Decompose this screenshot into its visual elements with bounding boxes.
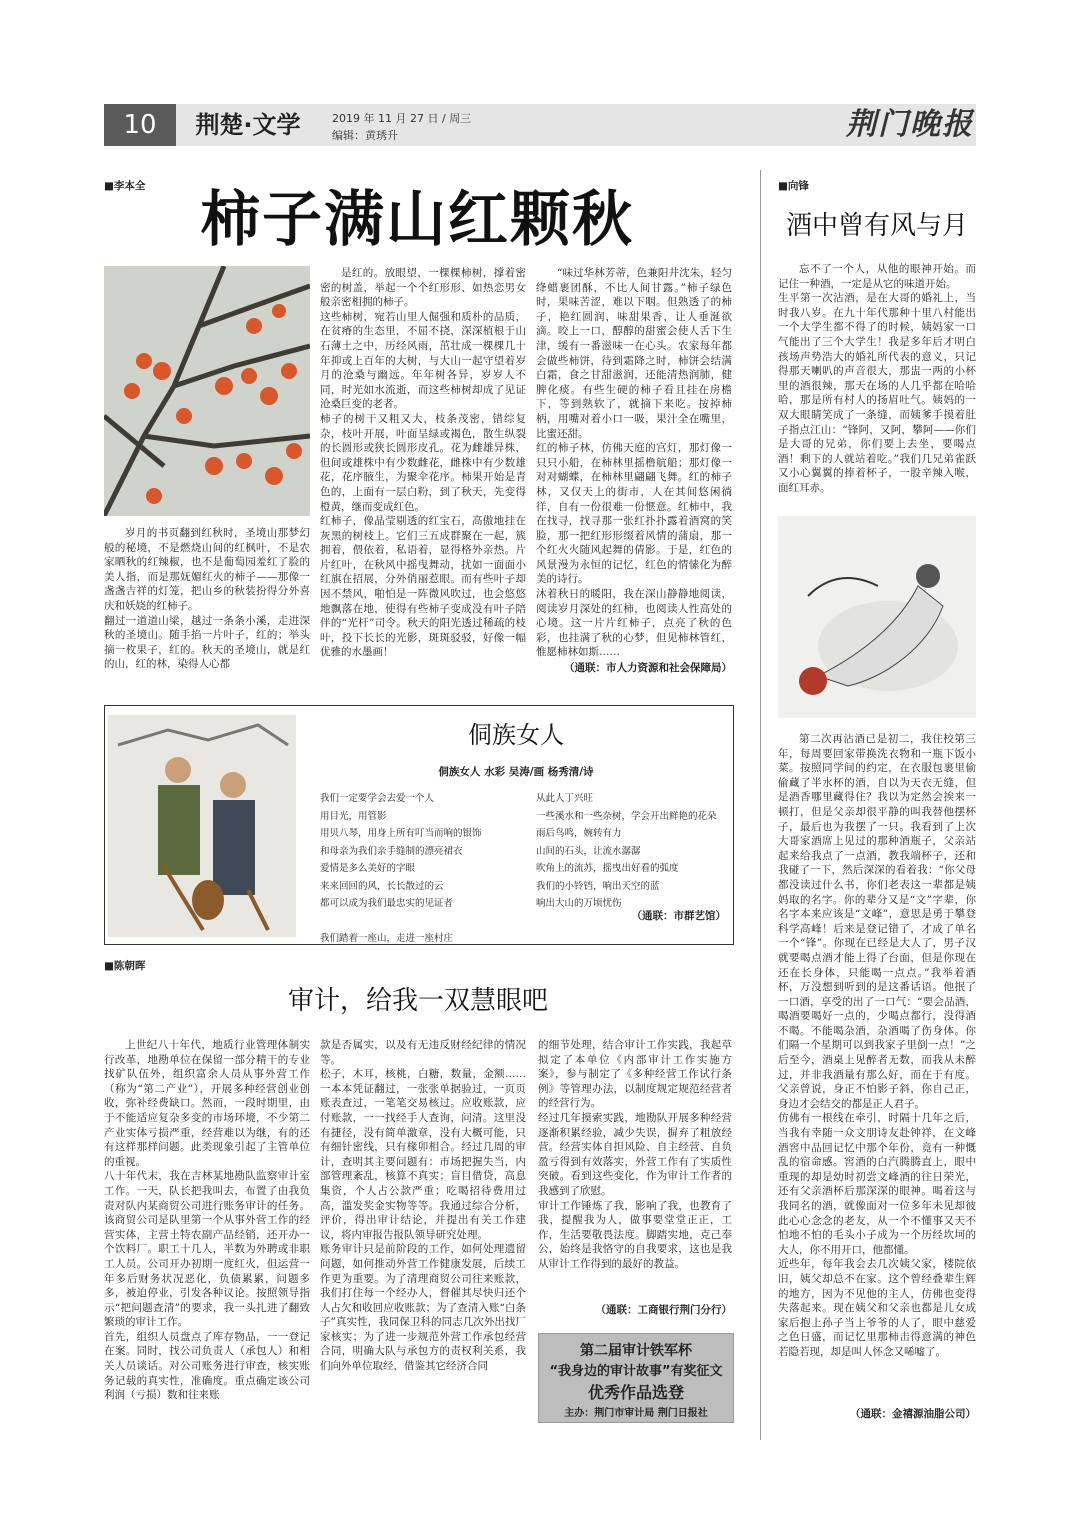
persimmon-painting: [104, 266, 310, 516]
article1-column-1: 岁月的书页翻到红秋时，圣境山那梦幻般的秘境，不是燃烧山间的红枫叶，不是农家晒秋的红辣椒，也不是葡萄园羞红了脸的美人指，而是那妩媚红火的柿子——那像一盏盏吉祥的灯笼，把山乡的秋装扮得分外喜庆和妖娆的红柿子。 翻过一道道山梁，越过一条条小溪，走进深秋的圣境山。随手掐一片叶子，红的；举头摘一枚果子，红的。秋天的圣境山，就是红的山，红的林，染得人心都: [104, 527, 310, 671]
article3-column-2: 款是否属实，以及有无违反财经纪律的情况等。 松子，木耳，核桃，白糖，数量，金额……一本本凭证翻过，一张张单据验过，一页页账表查过，一笔笔交易核过。应收账款，应付账款，一一找经手人查询，问清。这里没有捷径，没有简单激章，没有大概可能，只有细针密线，只有椽卯相合。经过几周的审计，查明其主要问题有：市场把握失当，内部管理紊乱，核算不真实；盲目借贷，高息集资，个人占公款严重；吃喝招待费用过高，滥发奖金实物等等。我通过综合分析，评价，得出审计结论，并提出有关工作建议，将内审报告报队领导研究处理。 账务审计只是前阶段的工作，如何处理遗留问题，如何推动外营工作健康发展，后续工作更为重要。为了清理商贸公司往来账款，我们打住每一个经办人，督催其尽快归还个人占欠和收回应收账款；为了查清入账“白条子”真实性，我同保卫科的同志几次外出找厂家核实；为了进一步规范外营工作承包经营合同，明确大队与承包方的责权利关系，我们向外单位取经，借鉴其它经济合同: [320, 1039, 526, 1373]
article2-credit: （通联：金禧源油脂公司）: [850, 1408, 976, 1420]
article3-column-3: 的细节处理，结合审计工作实践，我起草拟定了本单位《内部审计工作实施方案》，参与制定了《多种经营工作试行条例》等管理办法，以制度规定规范经营者的经营行为。 经过几年摸索实践，地勘队开展多种经营逐渐积累经验，减少失误，摒弃了粗放经营。经营实体自担风险、自主经营、自负盈亏得到有效落实，外营工作有了实质性突破。看到这些变化，作为审计工作者的我感到了欣慰。 审计工作锤炼了我，影响了我，也教育了我，提醒我为人，做事要堂堂正正，工作，生活要敬畏法度。脚踏实地，克己奉公，始终是我恪守的自我要求，这也是我从审计工作得到的最好的教益。: [538, 1039, 732, 1270]
article1-column-2: 是红的。放眼望，一棵棵柿树，撑着密密的树盖，举起一个个红形形、如热恋男女般亲密相拥的柿子。 这些柿树，宛若山里人倔强和质朴的品质，在贫瘠的生态里，不屈不挠，深深植根于山石薄土之中，历经风雨，茁壮成一棵棵几十年抑或上百年的大树，与大山一起守望着岁月的沧桑与幽远。年年树各异，岁岁人不同，时光如水流逝，而这些柿树却成了见证沧桑巨变的老者。 柿子的树干又粗又大，枝条茂密，错综复杂，枝叶开展，叶面呈绿或褐色，散生纵裂的长圆形或狭长圆形皮孔。花为雌雄异株，但间或雄株中有少数雌花，雌株中有少数雄花，花序腋生，为聚伞花序。柿果开始是青色的，上面有一层白粉，到了秋天，先变得橙黄，继而变成红色。 红柿子，像晶莹剔透的红宝石，高傲地挂在灰黑的树枝上。它们三五成群聚在一起，簇拥着，偎依着，私语着，显得格外亲热。片片红叶，在秋风中摇曳舞动，扰如一面面小红旗在招展，分外俏丽惹眼。而有些叶子却因不禁风，啪怕是一阵微风吹过，也会悠悠地飘落在地，使得有些柿子变成没有叶子陪伴的“光杆”司令。秋天的阳光透过稀疏的枝叶，投下长长的光影，斑斑驳驳，好像一幅优雅的水墨画！: [320, 267, 526, 659]
drinker-illustration: [778, 516, 976, 718]
article2-column-top: 忘不了一个人，从他的眼神开始。而记住一种酒，一定是从它的味道开始。 生平第一次沾酒，是在大哥的婚礼上，当时我八岁。在九十年代那种十里八村能出一个大学生都不得了的时候，姨妈家一口气能出了三个大学生！我是多年后才明白孩场声势浩大的婚礼所代表的意义，只记得那天喇叭的声音很大，那盅一两的小杯里的酒很辣，那天在场的人几乎都在哈哈哈，那是所有村人的扬眉吐气。姨妈的一双大眼睛笑成了一条缝，而姨爹手摸着肚子指点江山：“锋阿，又阿，攀阿——你们是大哥的兄弟，你们要上去坐，要喝点酒！剩下的人就站着吃。”我们几兄弟雀跃又小心翼翼的捧着杯子，一股辛辣入喉，面红耳赤。: [778, 263, 976, 494]
column-divider: [760, 170, 761, 1440]
poem-credit: （通联：市群艺馆）: [631, 910, 726, 922]
editor-credit: 编辑：黄琇升: [332, 129, 398, 142]
poem-lines-right: 从此人丁兴旺 一些溪水和一些杂树，学会开出鲜艳的花朵 雨后鸟鸣，婉转有力 山间的石头，让流水潺潺 吹角上的流苏，摇曳出好看的弧度 我们的小铃铛，响出天空的蓝 响出大山的万顷忧伤: [536, 793, 717, 909]
poem-title: 侗族女人: [468, 721, 564, 749]
article2-byline: ■向锋: [778, 180, 809, 192]
poem-lines-left: 我们一定要学会去爱一个人 用目光，用管影 用贝八琴，用身上所有叮当而响的银饰 和母亲为我们亲手缝制的漂亮裙衣 爱情是多么美好的字眼 来来回回的风，长长散过的云 都可以成为我们最忠实的见证者 我们踏着一座山，走进一座村庄: [320, 793, 482, 944]
article1-title: 柿子满山红颗秋: [200, 185, 634, 255]
poem-subtitle: 侗族女人 水彩 吴涛/画 杨秀清/诗: [438, 766, 594, 778]
article3-credit: （通联：工商银行荆门分行）: [595, 1304, 732, 1316]
article3-column-1: 上世纪八十年代，地质行业管理体制实行改革，地勘单位在保留一部分精干的专业找矿队伍外，组织富余人员从事外营工作（称为“第二产业”），开展多种经营创业创收，弥补经费缺口。然而，一段时期里，由于不能适应复杂多变的市场环境，不少第二产业实体亏损严重，经营难以为继，有的还有这样那样问题。此类现象引起了主管单位的重视。 八十年代末，我在吉林某地勘队监察审计室工作。一天，队长把我叫去，布置了由我负责对队内某商贸公司进行账务审计的任务。该商贸公司是队里第一个从事外营工作的经营实体，主营土特农副产品经销，还开办一个饮料厂。职工十几人，半数为外聘或非职工人员。公司开办初期一度红火，但运营一年多后财务状况恶化，负债累累，问题多多，被迫停业，引发各种议论。按照领导指示“把问题查清”的要求，我一头扎进了翻致繁琐的审计工作。 首先，组织人员盘点了库存物品，一一登记在案。同时，找公司负责人（承包人）和相关人员谈话。对公司账务进行审查，核实账务记载的真实性，准确度。重点确定该公司利润（亏损）数和往来账: [104, 1039, 310, 1402]
article1-credit: （通联：市人力资源和社会保障局）: [564, 662, 732, 674]
article2-title: 酒中曾有风与月: [785, 211, 968, 241]
article1-byline: ■李本全: [104, 180, 146, 192]
essay-contest-banner: [538, 1333, 734, 1423]
banner-line-1: 第二届审计铁军杯: [580, 1343, 692, 1359]
dong-women-painting: [108, 715, 296, 937]
article3-title: 审计，给我一双慧眼吧: [287, 986, 548, 1016]
issue-date: 2019 年 11 月 27 日 / 周三: [332, 112, 472, 125]
section-title: 荆楚·文学: [195, 111, 301, 139]
article1-column-3: “味过华林芳蒂，色兼阳井沈朱，轻匀绛蜡裹团酥，不比人间甘露。”柿子绿色时，果味苦涩，难以下咽。但熟透了的柿子，艳红圆润，味甜果香，让人垂涎欲滴。咬上一口，醇醇的甜蜜会使人舌下生津，缓有一番滋味一在心头。农家每年都会做些柿饼，待到霜降之时，柿饼会结满白霜，食之甘甜滋润，还能清热润肺，健脾化痰。有些生硬的柿子看且挂在房檐下，等到熟软了，就摘下来吃。按掉柿柄，用嘴对着小口一吸，果汁全在嘴里，比蜜还甜。 红的柿子林，仿佛天庭的宫灯，那灯像一只只小船，在柿林里摇橹航船；那灯像一对对蝴蝶，在柿林里翩翩飞舞。红的柿子林，又仅天上的街市，人在其间悠闲徜徉，自有一份很难一份惬意。红柿中，我在找寻，找寻那一张红扑扑露着酒窝的笑脸，那一把红形形缀着风情的蒲扇，那一个红火火随风起舞的倩影。于是，红色的风景漫为永恒的记忆，红色的情愫化为醉美的诗行。 沐着秋日的暖阳，我在深山静静地阅读，阅读岁月深处的红柿，也阅读人性高处的心境。这一片片红柿子，点亮了秋的色彩，也挂满了秋的心梦，但见柿林管红，惟愿柿林如斯……: [536, 267, 732, 659]
banner-line-3: 优秀作品选登: [587, 1383, 684, 1402]
banner-line-4: 主办：荆门市审计局 荆门日报社: [564, 1408, 708, 1419]
article3-byline: ■陈朝晖: [104, 960, 146, 972]
banner-line-2: “我身边的审计故事”有奖征文: [549, 1364, 723, 1379]
article2-column-bottom: 第二次再沾酒已是初二，我住校第三年，每周要回家带换洗衣物和一瓶下饭小菜。按照同学间的约定，在衣服包裹里偷偷藏了半水杯的酒，自以为天衣无缝，但是酒香哪里藏得住？我以为定然会挨来一顿打，但是父亲却很平静的叫我替他摆杯子，最后也为我摆了一只。我看到了上次大哥家酒席上见过的那种酒瓶子，父亲站起来给我点了一点酒，教我端杯子，还和我碰了一下，然后深深的看着我：“你父母都没读过什么书，你们老表这一辈都是姨妈取的名字。你的辈分又是“文”字辈，你名字本来应该是“文峰”，意思是勇于攀登科学高峰！后来是登记错了，才成了单名一个“锋”。你现在已经是大人了，男子汉就要喝点酒才能上得了台面，但是你现在还在长身体，只能喝一点点。”我举着酒杯，万没想到听到的是这番话语。他抿了一口酒，享受的出了一口气：“要会品酒，喝酒要喝好一点的，少喝点都行，没得酒不喝。不能喝杂酒，杂酒喝了伤身体。你们隔一个星期可以到我家子里倒一点！”之后至今，酒桌上见醉者无数，而我从未醉过，并非我酒量有那么好，而在于有度。父亲曾说，身正不怕影子斜，你自己正，身边才会结交的都是正人君子。 仿佛有一根线在牵引，时隔十几年之后，当我有幸随一众文朋诗友赴钟祥，在文峰酒窖中品回记忆中那个年份，竟有一种慨乱的宿命感。窖酒的白汽腾腾直上，眼中重现的却是幼时初尝文峰酒的往日荣光，还有父亲酒杯后那深深的眼神。喝着这与我同名的酒，就像面对一位多年未见却彼此心心念念的老友，从一个不懂事又天不怕地不怕的毛头小子成为一个历经坎坷的大人，你不用开口，他都懂。 近些年，每年我会去几次姨父家，楼院依旧，姨父却总不在家。这个曾经叠辈生辉的地方，因为不见他的主人，仿佛也变得失落起来。现在姨父和父亲也都是儿女成家后抱上孙子当上爷爷的人了，眼中慈爱之色日盛，而记忆里那柿击得意满的神色若隐若现，却是叫人怀念又唏嘘了。: [778, 733, 976, 1358]
newspaper-logo: 荆门晚报: [846, 107, 974, 142]
page-number: 10: [104, 104, 176, 146]
